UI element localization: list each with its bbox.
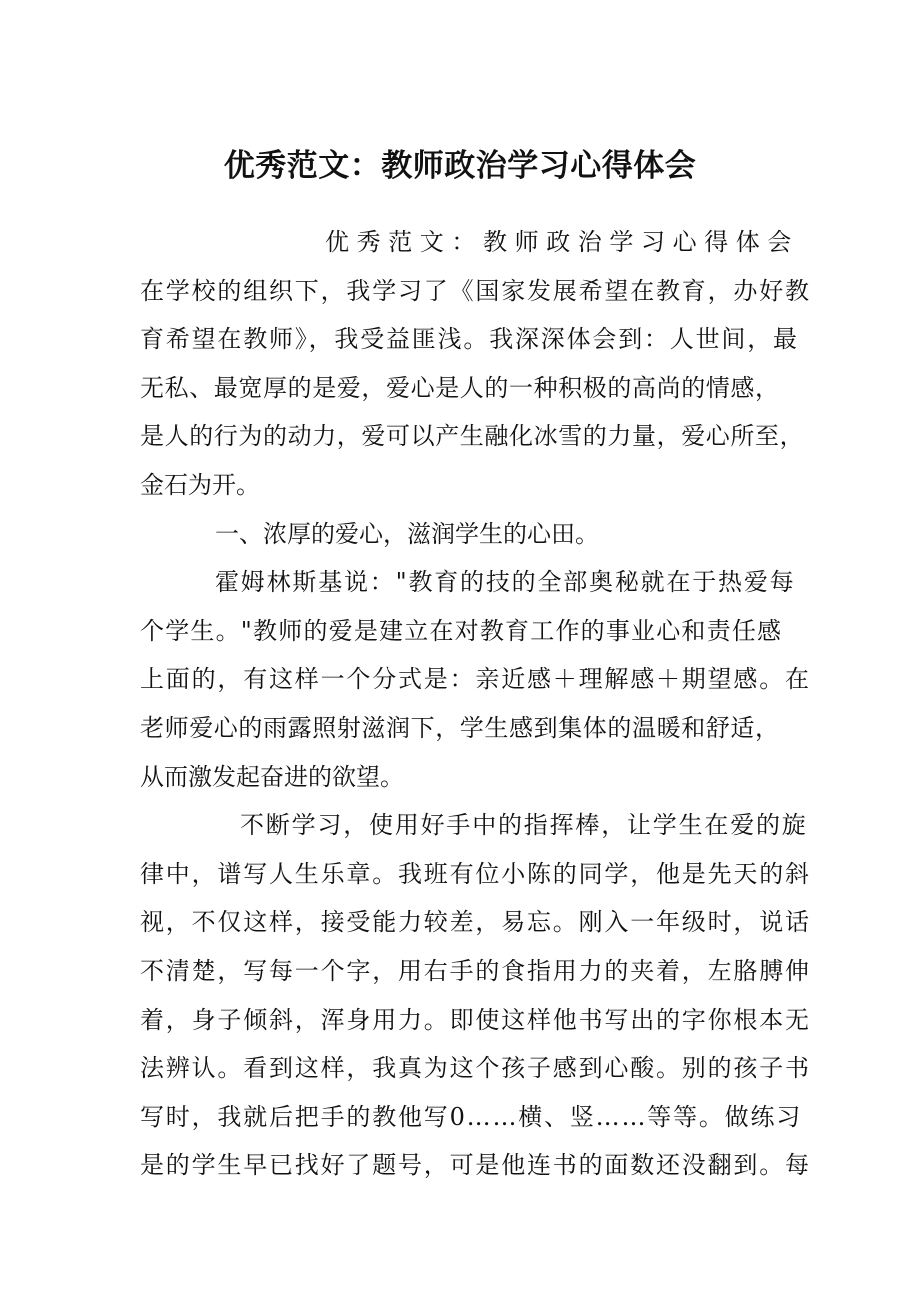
paragraph-line: 视，不仅这样，接受能力较差，易忘。刚入一年级时，说话 xyxy=(140,908,811,937)
paragraph-line: 从而激发起奋进的欲望。 xyxy=(140,762,404,791)
section-heading-1 xyxy=(140,510,790,559)
paragraph-line: 着，身子倾斜，浑身用力。即使这样他书写出的字你根本无 xyxy=(140,1005,811,1034)
paragraph-line: 写时，我就后把手的教他写0……横、竖……等等。做练习 xyxy=(140,1102,803,1131)
document-title: 优秀范文：教师政治学习心得体会 xyxy=(223,148,697,184)
paragraph-line: 老师爱心的雨露照射滋润下，学生感到集体的温暖和舒适， xyxy=(140,713,780,742)
paragraph-line: 是的学生早已找好了题号，可是他连书的面数还没翻到。每 xyxy=(140,1151,811,1180)
paragraph-line: 法辨认。看到这样，我真为这个孩子感到心酸。别的孩子书 xyxy=(140,1054,811,1083)
paragraph-line: 不清楚，写每一个字，用右手的食指用力的夹着，左胳膊伸 xyxy=(140,956,811,985)
paragraph-line: 上面的，有这样一个分式是：亲近感＋理解感＋期望感。在 xyxy=(140,665,811,694)
subtitle-line: 优秀范文：教师政治学习心得体会 xyxy=(325,228,799,256)
document-body xyxy=(140,218,811,1190)
paragraph-line: 金石为开。 xyxy=(140,470,260,499)
paragraph-line: 不断学习，使用好手中的指挥棒，让学生在爱的旋 xyxy=(240,811,808,840)
paragraph-line: 在学校的组织下，我学习了《国家发展希望在教育，办好教 xyxy=(140,276,811,305)
paragraph-1 xyxy=(140,267,811,510)
paragraph-2 xyxy=(140,558,811,801)
section-heading-text: 一、浓厚的爱心，滋润学生的心田。 xyxy=(215,519,599,548)
paragraph-3 xyxy=(140,801,811,1190)
paragraph-line: 个学生。"教师的爱是建立在对教育工作的事业心和责任感 xyxy=(140,616,783,645)
paragraph-line: 律中，谱写人生乐章。我班有位小陈的同学，他是先天的斜 xyxy=(140,859,811,888)
paragraph-line: 霍姆林斯基说："教育的技的全部奥秘就在于热爱每 xyxy=(215,568,796,597)
paragraph-line: 育希望在教师》，我受益匪浅。我深深体会到：人世间，最 xyxy=(140,325,799,354)
paragraph-line: 无私、最宽厚的是爱，爱心是人的一种积极的高尚的情感， xyxy=(140,373,780,402)
paragraph-line: 是人的行为的动力，爱可以产生融化冰雪的力量，爱心所至， xyxy=(140,422,805,451)
